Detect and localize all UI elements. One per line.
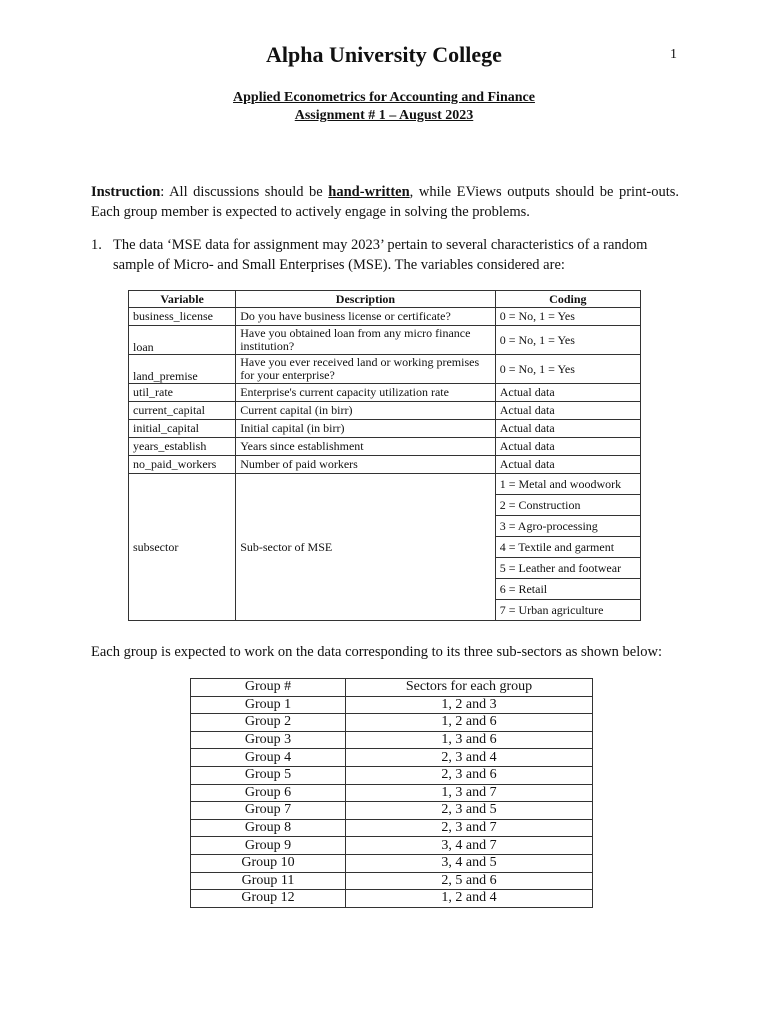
instruction-label: Instruction (91, 184, 161, 200)
group-name: Group 1 (191, 696, 346, 714)
group-sectors: 3, 4 and 7 (346, 837, 593, 855)
subsector-code-list (495, 474, 640, 621)
group-name: Group 8 (191, 819, 346, 837)
variable-coding: Actual data (495, 402, 640, 420)
variables-table-header (129, 291, 641, 308)
variable-name: current_capital (129, 402, 236, 420)
group-sectors: 1, 2 and 6 (346, 714, 593, 732)
variable-name: initial_capital (129, 420, 236, 438)
group-name: Group 3 (191, 731, 346, 749)
variable-name: util_rate (129, 384, 236, 402)
group-name: Group 2 (191, 714, 346, 732)
instruction-paragraph (91, 182, 679, 222)
group-sectors: 1, 3 and 7 (346, 784, 593, 802)
group-name: Group 11 (191, 872, 346, 890)
group-sectors: 1, 3 and 6 (346, 731, 593, 749)
group-name: Group 9 (191, 837, 346, 855)
header-sectors: Sectors for each group (346, 679, 593, 697)
table-row (191, 819, 593, 837)
group-name: Group 7 (191, 802, 346, 820)
subsector-code: 1 = Metal and woodwork (496, 474, 640, 495)
group-sectors: 2, 5 and 6 (346, 872, 593, 890)
group-sectors: 2, 3 and 4 (346, 749, 593, 767)
variable-coding: 0 = No, 1 = Yes (495, 355, 640, 384)
subsector-code: 5 = Leather and footwear (496, 558, 640, 579)
variable-description: Current capital (in birr) (236, 402, 496, 420)
group-name: Group 6 (191, 784, 346, 802)
variable-description: Sub-sector of MSE (236, 474, 496, 621)
course-title: Applied Econometrics for Accounting and Finance (233, 90, 535, 105)
table-row (129, 384, 641, 402)
table-row (129, 438, 641, 456)
table-row (191, 837, 593, 855)
group-intro-text: Each group is expected to work on the data corresponding to its three sub-sectors as shown below: (91, 644, 662, 660)
variable-description: Have you ever received land or working premises for your enterprise? (236, 355, 496, 384)
variable-name: no_paid_workers (129, 456, 236, 474)
table-row (191, 731, 593, 749)
table-row (129, 456, 641, 474)
variable-name: land_premise (129, 355, 236, 384)
table-row (129, 402, 641, 420)
header-description: Description (236, 291, 496, 308)
group-sectors: 2, 3 and 7 (346, 819, 593, 837)
variable-name: business_license (129, 308, 236, 326)
table-row (191, 784, 593, 802)
table-row (191, 766, 593, 784)
table-row (191, 802, 593, 820)
table-row (191, 890, 593, 908)
variable-description: Number of paid workers (236, 456, 496, 474)
page-number: 1 (670, 47, 677, 62)
table-row (191, 714, 593, 732)
header-variable: Variable (129, 291, 236, 308)
instruction-text-1: : All discussions should be (160, 184, 329, 200)
subsector-code: 4 = Textile and garment (496, 537, 640, 558)
variables-table (128, 290, 641, 621)
variable-name: subsector (129, 474, 236, 621)
group-name: Group 10 (191, 854, 346, 872)
table-row (129, 420, 641, 438)
variable-coding: Actual data (495, 384, 640, 402)
header-coding: Coding (495, 291, 640, 308)
group-sectors: 2, 3 and 5 (346, 802, 593, 820)
group-name: Group 12 (191, 890, 346, 908)
question-number: 1. (91, 237, 102, 253)
table-row (191, 872, 593, 890)
variable-description: Years since establishment (236, 438, 496, 456)
group-sectors: 3, 4 and 5 (346, 854, 593, 872)
table-row (129, 308, 641, 326)
question-1 (91, 235, 681, 275)
variable-name: years_establish (129, 438, 236, 456)
variable-coding: Actual data (495, 438, 640, 456)
header-group: Group # (191, 679, 346, 697)
group-table (190, 678, 593, 908)
variable-description: Do you have business license or certificate? (236, 308, 496, 326)
group-sectors: 1, 2 and 4 (346, 890, 593, 908)
variable-coding: Actual data (495, 420, 640, 438)
group-name: Group 5 (191, 766, 346, 784)
table-row (129, 355, 641, 384)
subsector-row (129, 474, 641, 621)
variable-description: Initial capital (in birr) (236, 420, 496, 438)
table-row (129, 326, 641, 355)
variable-description: Have you obtained loan from any micro finance institution? (236, 326, 496, 355)
subsector-code: 6 = Retail (496, 579, 640, 600)
instruction-text-2: , while EViews outputs should be print-outs. Each group member is expected to actively engage in solving the problems. (91, 184, 679, 220)
variable-coding: 0 = No, 1 = Yes (495, 326, 640, 355)
assignment-title: Assignment # 1 – August 2023 (294, 108, 474, 123)
table-row (191, 854, 593, 872)
table-row (191, 749, 593, 767)
group-table-header (191, 679, 593, 697)
variable-description: Enterprise's current capacity utilization rate (236, 384, 496, 402)
group-name: Group 4 (191, 749, 346, 767)
variable-coding: 0 = No, 1 = Yes (495, 308, 640, 326)
instruction-emphasis: hand-written (328, 184, 410, 200)
document-title: Alpha University College (266, 42, 502, 67)
subsector-code: 2 = Construction (496, 495, 640, 516)
variable-coding: Actual data (495, 456, 640, 474)
group-sectors: 1, 2 and 3 (346, 696, 593, 714)
variable-name: loan (129, 326, 236, 355)
group-sectors: 2, 3 and 6 (346, 766, 593, 784)
subsector-code: 3 = Agro-processing (496, 516, 640, 537)
question-text: The data ‘MSE data for assignment may 2023’ pertain to several characteristics of a random sample of Micro- and Small Enterprises (MSE). The variables considered are: (113, 237, 648, 273)
subsector-code: 7 = Urban agriculture (499, 603, 604, 617)
table-row (191, 696, 593, 714)
